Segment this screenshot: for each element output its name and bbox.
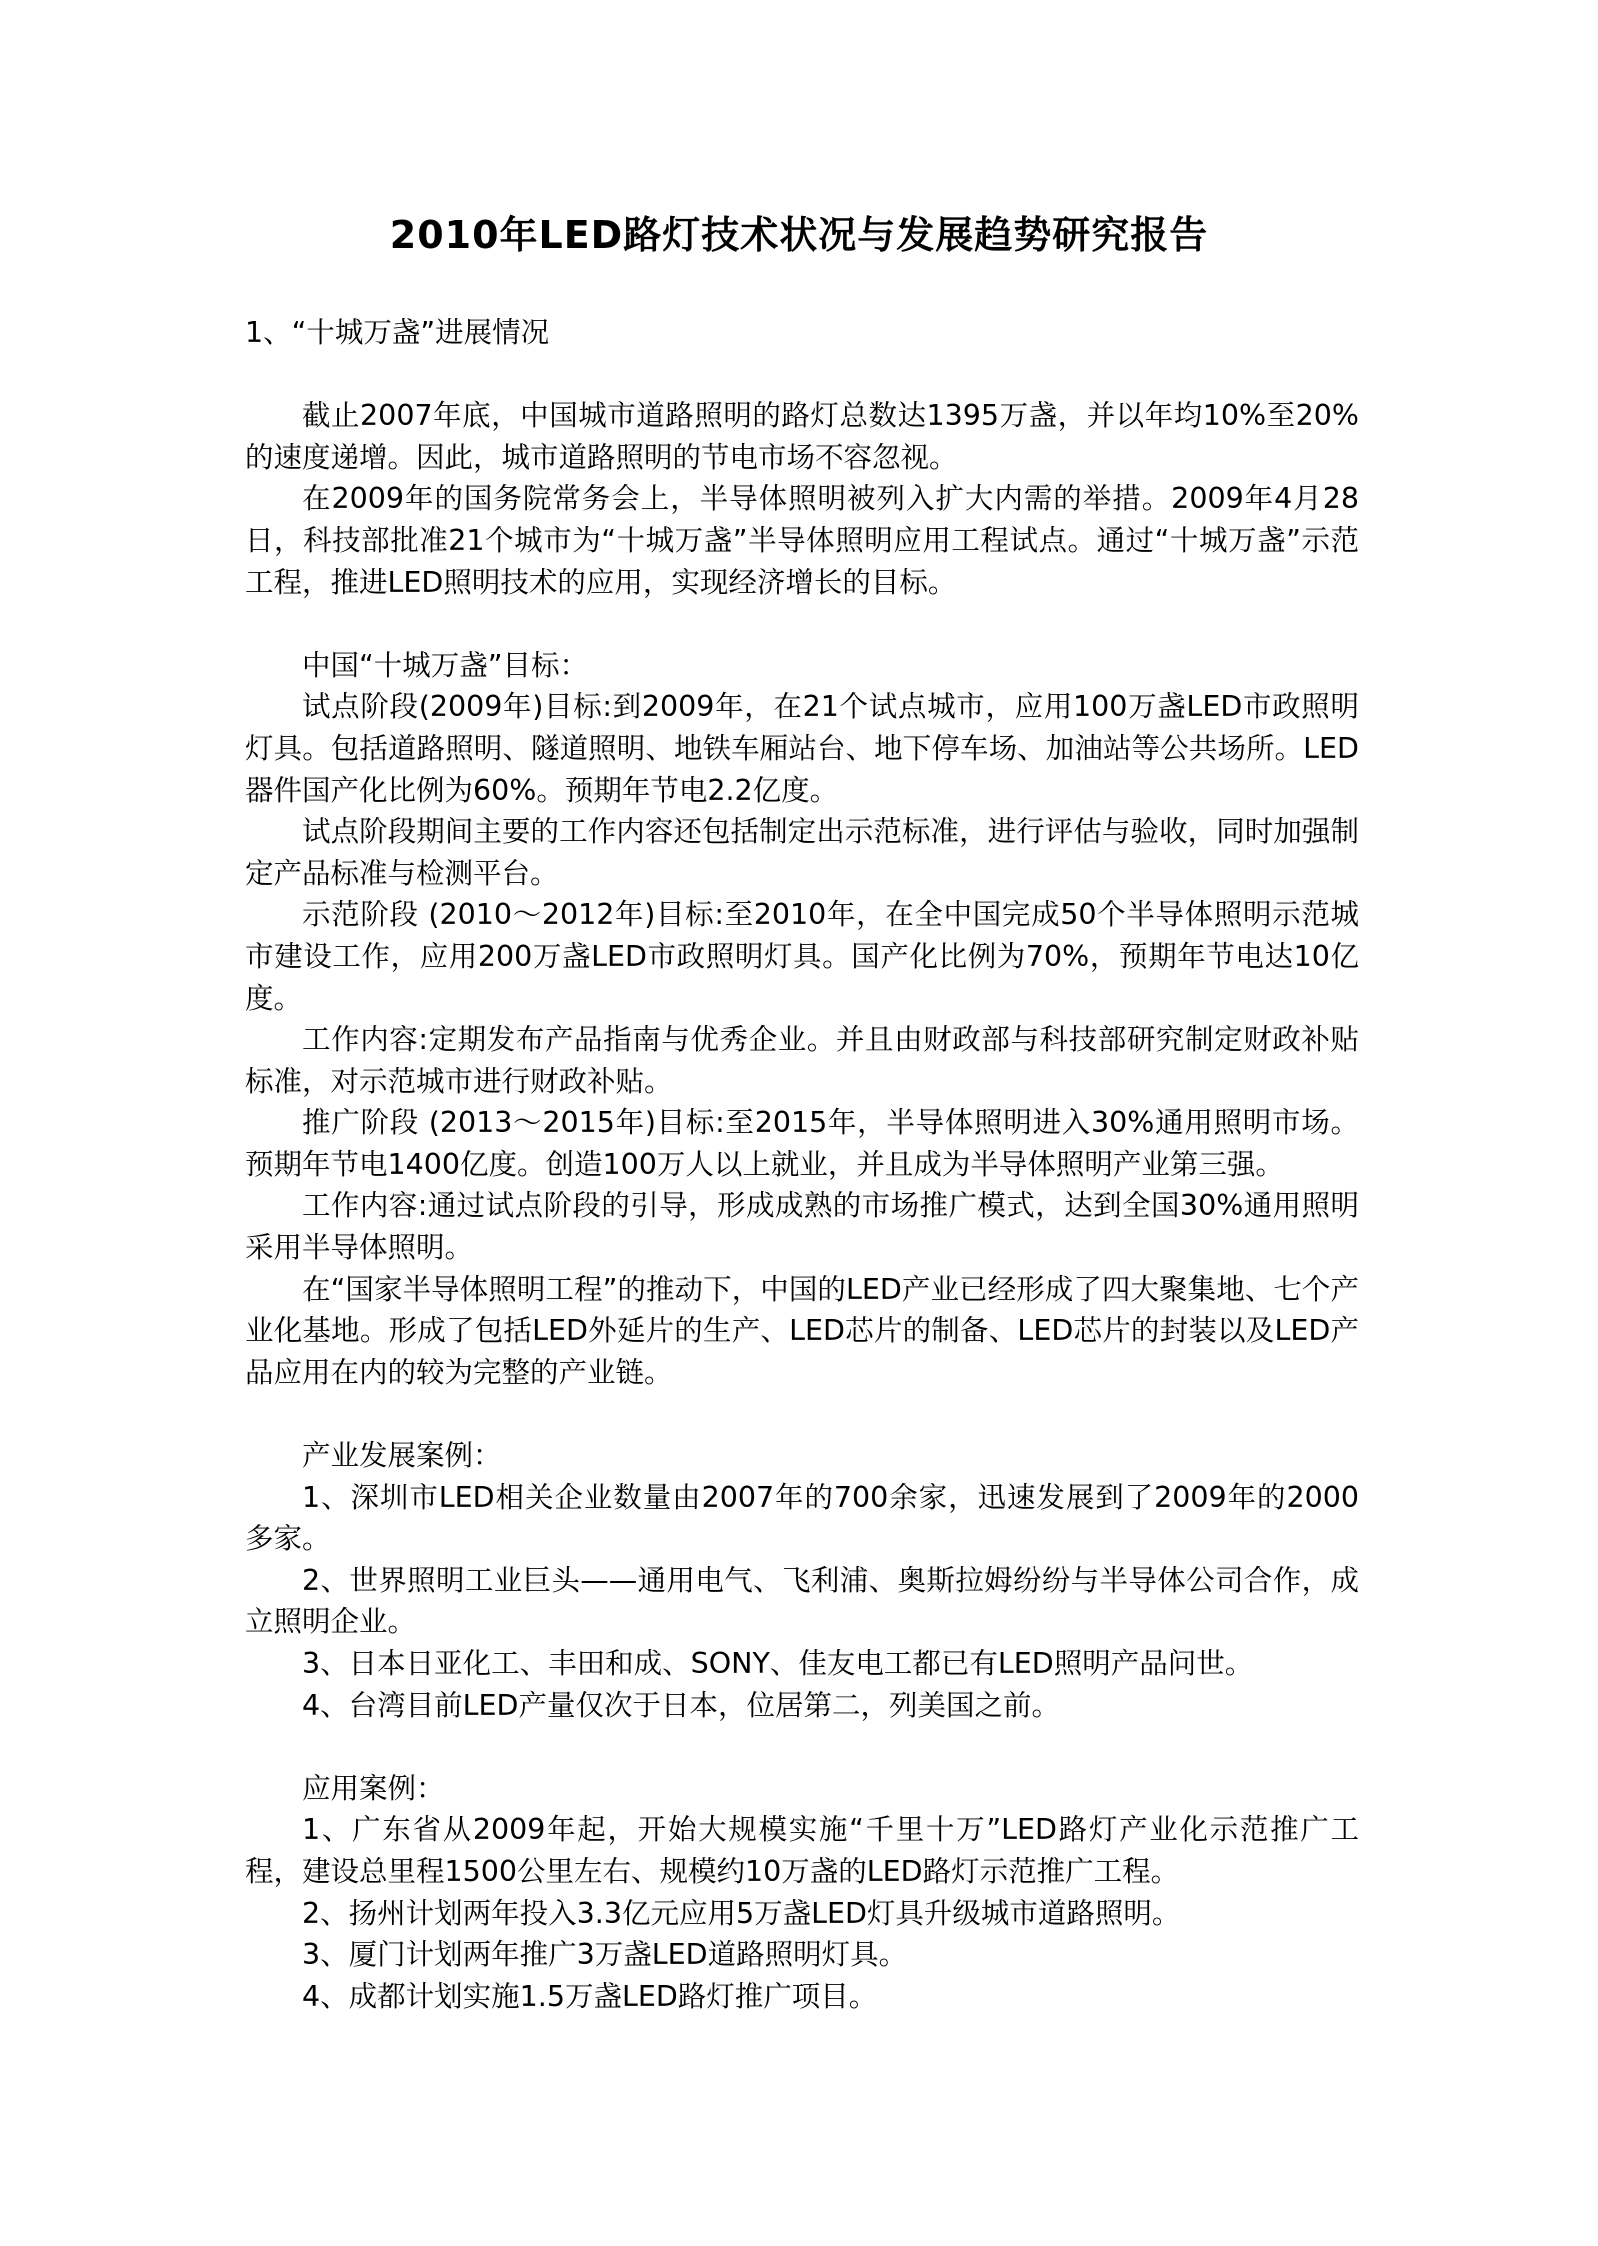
list-item: 3、日本日亚化工、丰田和成、SONY、佳友电工都已有LED照明产品问世。 <box>302 1647 1254 1680</box>
paragraph-gap <box>245 354 1359 396</box>
list-item: 1、深圳市LED相关企业数量由2007年的700余家，迅速发展到了2009年的2000多家。 <box>245 1480 1359 1556</box>
paragraph-gap <box>245 603 1359 645</box>
paragraph: 推广阶段 (2013～2015年)目标:至2015年，半导体照明进入30%通用照明市场。预期年节电1400亿度。创造100万人以上就业，并且成为半导体照明产业第三强。 <box>245 1106 1359 1181</box>
paragraph: 工作内容:定期发布产品指南与优秀企业。并且由财政部与科技部研究制定财政补贴标准，对示范城市进行财政补贴。 <box>245 1023 1359 1098</box>
paragraph: 在2009年的国务院常务会上，半导体照明被列入扩大内需的举措。2009年4月28日，科技部批准21个城市为“十城万盏”半导体照明应用工程试点。通过“十城万盏”示范工程，推进LED照明技术的应用，实现经济增长的目标。 <box>245 482 1359 599</box>
application-heading: 应用案例： <box>302 1771 445 1805</box>
paragraph: 试点阶段期间主要的工作内容还包括制定出示范标准，进行评估与验收，同时加强制定产品标准与检测平台。 <box>245 815 1359 890</box>
list-item: 4、台湾目前LED产量仅次于日本，位居第二，列美国之前。 <box>302 1688 1060 1722</box>
list-item: 1、广东省从2009年起，开始大规模实施“千里十万”LED路灯产业化示范推广工程，建设总里程1500公里左右、规模约10万盏的LED路灯示范推广工程。 <box>245 1813 1359 1888</box>
section-heading: 1、“十城万盏”进展情况 <box>245 316 550 349</box>
paragraph: 在“国家半导体照明工程”的推动下，中国的LED产业已经形成了四大聚集地、七个产业化基地。形成了包括LED外延片的生产、LED芯片的制备、LED芯片的封装以及LED产品应用在内的较为完整的产业链。 <box>245 1272 1359 1389</box>
paragraph-gap <box>245 1726 1359 1768</box>
paragraph: 试点阶段(2009年)目标:到2009年，在21个试点城市，应用100万盏LED市政照明灯具。包括道路照明、隧道照明、地铁车厢站台、地下停车场、加油站等公共场所。LED器件国产化比例为60%。预期年节电2.2亿度。 <box>245 690 1359 807</box>
document-body <box>245 312 1359 2017</box>
paragraph: 工作内容:通过试点阶段的引导，形成成熟的市场推广模式，达到全国30%通用照明采用半导体照明。 <box>245 1189 1359 1265</box>
document-title: 2010年LED路灯技术状况与发展趋势研究报告 <box>389 213 1209 257</box>
list-item: 2、扬州计划两年投入3.3亿元应用5万盏LED灯具升级城市道路照明。 <box>302 1896 1181 1930</box>
paragraph-gap <box>245 1393 1359 1435</box>
list-item: 4、成都计划实施1.5万盏LED路灯推广项目。 <box>302 1979 878 2013</box>
paragraph: 截止2007年底，中国城市道路照明的路灯总数达1395万盏，并以年均10%至20%的速度递增。因此，城市道路照明的节电市场不容忽视。 <box>245 399 1359 474</box>
list-item: 3、厦门计划两年推广3万盏LED道路照明灯具。 <box>302 1938 908 1972</box>
goals-heading: 中国“十城万盏”目标： <box>302 648 589 682</box>
paragraph: 示范阶段 (2010～2012年)目标:至2010年，在全中国完成50个半导体照明示范城市建设工作，应用200万盏LED市政照明灯具。国产化比例为70%，预期年节电达10亿度。 <box>245 898 1359 1015</box>
industry-heading: 产业发展案例： <box>302 1439 502 1473</box>
list-item: 2、世界照明工业巨头——通用电气、飞利浦、奥斯拉姆纷纷与半导体公司合作，成立照明企业。 <box>245 1563 1359 1639</box>
